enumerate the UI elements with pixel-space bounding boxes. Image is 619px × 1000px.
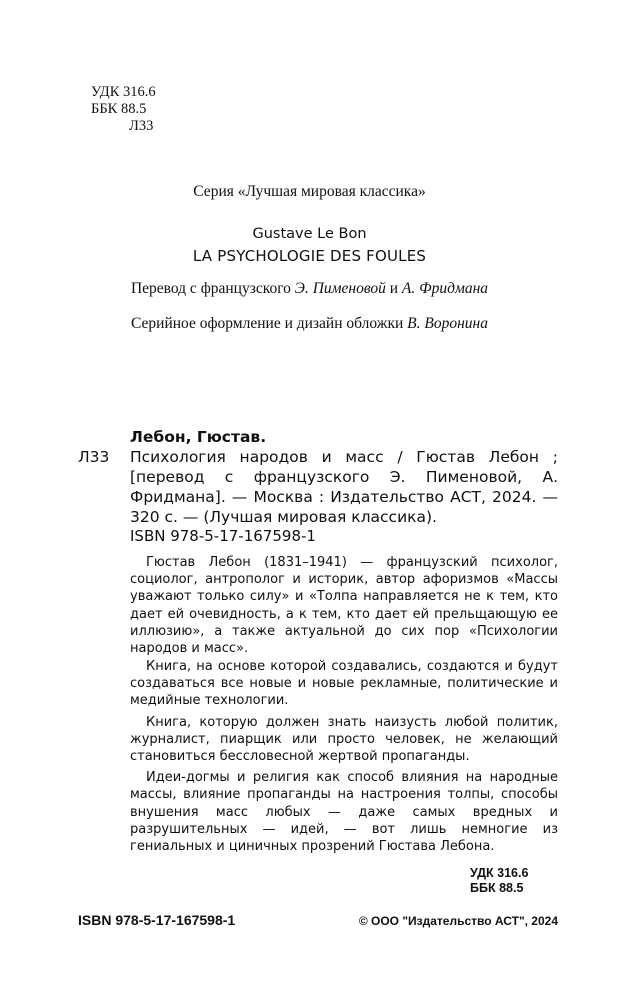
annotation-bio: [130, 554, 558, 657]
copyright-notice: © ООО "Издательство АСТ", 2024: [358, 914, 558, 928]
footer-udk: УДК 316.6: [470, 866, 529, 880]
design-credit: [0, 315, 619, 333]
translation-credit: [0, 280, 619, 298]
footer-isbn: ISBN 978-5-17-167598-1: [78, 912, 236, 928]
bbk-code: ББК 88.5: [91, 101, 147, 117]
catalog-author: Лебон, Гюстав.: [130, 428, 267, 446]
designer-name: В. Воронина: [407, 315, 488, 332]
translator-2: А. Фридмана: [401, 280, 489, 297]
description-paragraph-1: Книга, на основе которой создавались, создаются и будут создаваться все новые и новые рекламные, политические и медийные технологии.: [130, 659, 558, 709]
translator-1: Э. Пименовой: [294, 280, 386, 297]
bibliographic-record: [78, 427, 558, 527]
description-paragraph-2: Книга, которую должен знать наизусть любой политик, журналист, пиарщик или просто человек, не желающий становиться бессловесной жертвой пропаганды.: [130, 714, 558, 765]
catalog-isbn: ISBN 978-5-17-167598-1: [130, 527, 316, 545]
bio-paragraph: Гюстав Лебон (1831–1941) — французский психолог, социолог, антрополог и историк, автор афоризмов «Массы уважают только силу» и «Толпа направляется не к тем, кто дает ей очевидность, а к тем, кто дает ей прельщающую ее иллюзию», а также актуальной до сих пор «Психологии народов и масс».: [130, 555, 558, 657]
footer-classification: [470, 866, 528, 896]
classification-block: [91, 84, 156, 135]
annotation-description: [130, 658, 558, 859]
original-author: Gustave Le Bon: [252, 226, 367, 242]
author-code: Л33: [129, 118, 154, 134]
catalog-description: Психология народов и масс / Гюстав Лебон ; [перевод с французского Э. Пименовой, А. Фридмана]. — Москва : Издательство АСТ, 2024. — 320 с. — (Лучшая мировая классика).: [130, 448, 558, 526]
translation-prefix: Перевод с французского: [130, 280, 295, 297]
udk-code: УДК 316.6: [91, 84, 156, 100]
design-prefix: Серийное оформление и дизайн обложки: [131, 315, 408, 332]
original-title: LA PSYCHOLOGIE DES FOULES: [192, 247, 427, 265]
catalog-code: Л33: [78, 448, 110, 466]
description-paragraph-3: Идеи-догмы и религия как способ влияния на народные массы, влияние пропаганды на настроения толпы, способы внушения масс любых — даже самых вредных и разрушительных — идей, — вот лишь немногие из гениальных и циничных прозрений Гюстава Лебона.: [130, 770, 558, 855]
series-line: Серия «Лучшая мировая классика»: [193, 183, 426, 200]
catalog-entry: [78, 447, 558, 527]
translation-and: и: [385, 280, 402, 297]
footer-bbk: ББК 88.5: [470, 881, 524, 895]
